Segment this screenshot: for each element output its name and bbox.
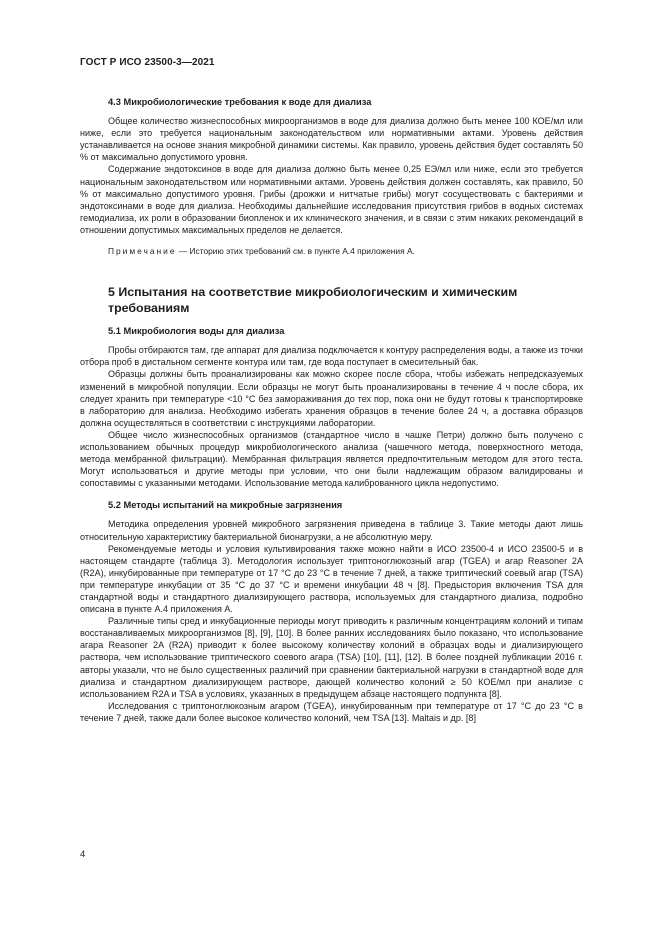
standard-header: ГОСТ Р ИСО 23500-3—2021 <box>80 57 215 68</box>
section-4-3-title: 4.3 Микробиологические требования к воде для диализа <box>108 97 372 107</box>
note-text: — Историю этих требований см. в пункте А.4 приложения А. <box>176 246 415 257</box>
page-number: 4 <box>80 849 86 860</box>
section-5-1-title: 5.1 Микробиология воды для диализа <box>108 326 285 337</box>
page-body <box>80 96 583 724</box>
section-5-title: 5 Испытания на соответствие микробиологическим и химическим требованиям <box>108 285 518 316</box>
section-5-1-paragraph: Образцы должны быть проанализированы как можно скорее после сбора, чтобы избежать непредсказуемых изменений в микробной популяции. Если образцы не могут быть проанализированы в течение 4 ч после сбора, их следует хранить при температуре <10 °С без замораживания до тех пор, пока они не будут готовы к транспортировке в лабораторию для анализа. Необходимо избегать хранения образцов в течение более 24 ч, а доставка образцов должна осуществляться в соответствии с инструкциями лаборатории. <box>80 369 583 428</box>
section-5-2-paragraph: Различные типы сред и инкубационные периоды могут приводить к различным концентрациям колоний и типам восстанавливаемых микроорганизмов [8], [9], [10]. В более ранних исследованиях было показано, что использование агара Reasoner 2A (R2A) приводит к более высокому количеству колоний в образцах воды и диализирующего раствора, чем использование триптического соевого агара (TSA) [10], [11], [12]. В более поздней публикации 2016 г. авторы указали, что не было существенных различий при сравнении бактериальной нагрузки в стандартной воде для диализа и стандартном диализирующем растворе, дающей количество колоний ≥ 50 КОЕ/мл при анализе с использованием R2A и TSA в условиях, указанных в предыдущем абзаце настоящего подпункта [8]. <box>80 616 583 699</box>
section-5-2-paragraph: Исследования с триптоноглюкозным агаром (TGEA), инкубированным при температуре от 17 °С до 23 °С в течение 7 дней, также дали более высокое количество колоний, чем TSA [13]. Maltais и др. [8] <box>80 700 583 723</box>
section-5-2-paragraph: Рекомендуемые методы и условия культивирования также можно найти в ИСО 23500-4 и ИСО 23500-5 и в настоящем стандарте (таблица 3). Методология использует триптоноглюкозный агар (TGEA) и агар Reasoner 2A (R2A), инкубированные при температуре от 17 °С до 23 °С в течение 7 дней, а также триптический соевый агар (TSA) при температуре инкубации от 35 °С до 37 °С и времени инкубации 48 ч [8]. Предыстория включения TSA для стандартной воды и стандартного диализирующего раствора, используемых для стандартного диализа, подробно описана в пункте А.4 приложения А. <box>80 543 583 615</box>
section-5-1-paragraph: Общее число жизнеспособных организмов (стандартное число в чашке Петри) должно быть получено с использованием обычных процедур микробиологического анализа (чашечного метода, поверхностного метода, метода мембранной фильтрации). Мембранная фильтрация является предпочтительным методом для этого теста. Могут использоваться и другие методы при условии, что они были надлежащим образом валидированы и сопоставимы с указанными методами. Использование метода калиброванного цикла недопустимо. <box>80 429 583 489</box>
section-4-3-paragraph: Общее количество жизнеспособных микроорганизмов в воде для диализа должно быть менее 100 КОЕ/мл или ниже, если это требуется национальным законодательством или нормативными актами. Уровень действия устанавливается на основе знания микробной динамики системы. Как правило, уровень действия будет составлять 50 % от максимально допустимого уровня. <box>80 116 583 163</box>
section-5-1-paragraph: Пробы отбираются там, где аппарат для диализа подключается к контуру распределения воды, а также из точки отбора проб в дистальном сегменте контура или там, где вода поступает в смесительный бак. <box>80 345 583 368</box>
section-4-3-paragraph: Содержание эндотоксинов в воде для диализа должно быть менее 0,25 ЕЭ/мл или ниже, если это требуется национальным законодательством или нормативными актами. Уровень действия должен составлять, как правило, 50 % от максимально допустимого уровня. Грибы (дрожжи и нитчатые грибы) могут сосуществовать с бактериями и эндотоксинами в воде для диализа. Необходимы дальнейшие исследования присутствия грибов в водных системах гемодиализа, их роли в образовании биопленок и их клинического значения, и в связи с этим никаких рекомендаций в отношении допустимых максимальных пределов не делается. <box>80 164 583 235</box>
note <box>80 245 583 257</box>
section-5-2-paragraph: Методика определения уровней микробного загрязнения приведена в таблице 3. Такие методы дают лишь относительную характеристику бактериальной бионагрузки, а не абсолютную меру. <box>80 519 583 542</box>
section-5-2-title: 5.2 Методы испытаний на микробные загрязнения <box>108 500 343 511</box>
note-label: Примечание <box>108 246 177 257</box>
